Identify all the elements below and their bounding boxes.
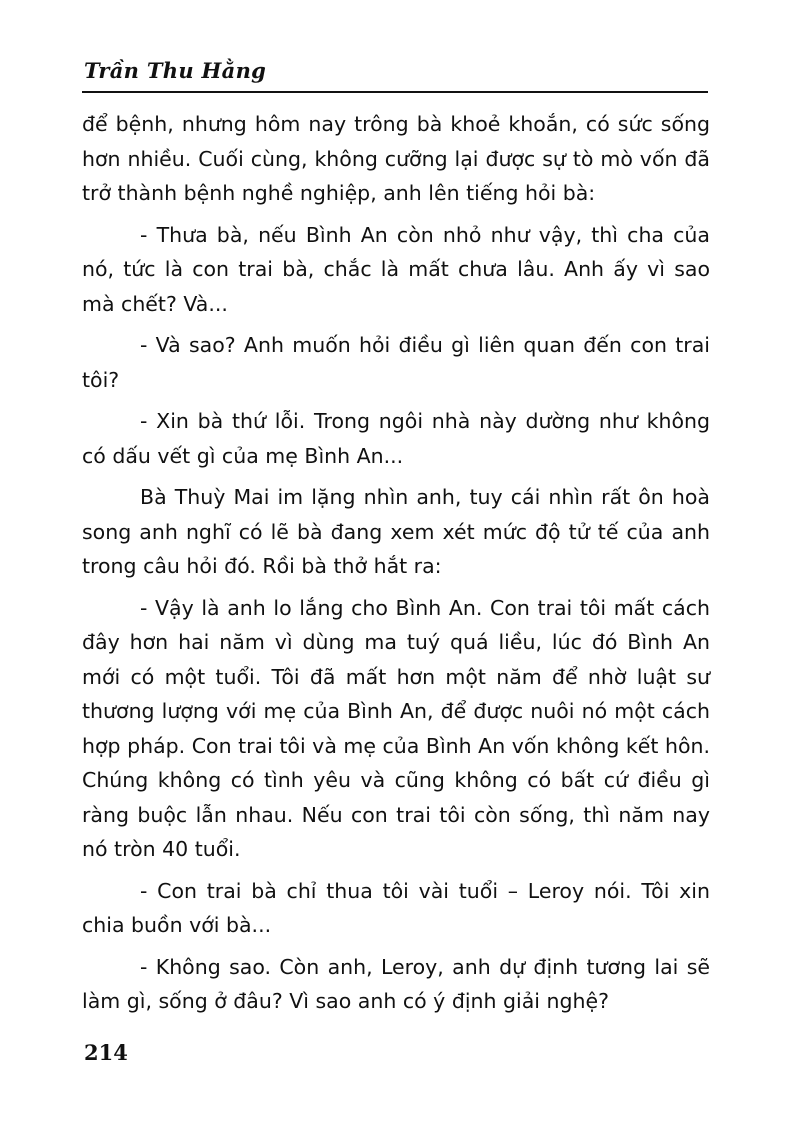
paragraph: - Thưa bà, nếu Bình An còn nhỏ như vậy, thì cha của nó, tức là con trai bà, chắc là mất chưa lâu. Anh ấy vì sao mà chết? Và... xyxy=(82,222,710,316)
paragraph: Bà Thuỳ Mai im lặng nhìn anh, tuy cái nhìn rất ôn hoà song anh nghĩ có lẽ bà đang xem xét mức độ tử tế của anh trong câu hỏi đó. Rồi bà thở hắt ra: xyxy=(82,485,710,578)
paragraph: để bệnh, nhưng hôm nay trông bà khoẻ khoắn, có sức sống hơn nhiều. Cuối cùng, không cưỡng lại được sự tò mò vốn đã trở thành bệnh nghề nghiệp, anh lên tiếng hỏi bà: xyxy=(82,112,710,205)
running-head-author: Trần Thu Hằng xyxy=(84,58,267,83)
paragraph: - Không sao. Còn anh, Leroy, anh dự định tương lai sẽ làm gì, sống ở đâu? Vì sao anh có ý định giải nghệ? xyxy=(82,954,710,1013)
paragraph: - Con trai bà chỉ thua tôi vài tuổi – Leroy nói. Tôi xin chia buồn với bà... xyxy=(82,878,710,937)
page-number: 214 xyxy=(84,1040,128,1065)
body-text xyxy=(82,107,710,1026)
paragraph: - Xin bà thứ lỗi. Trong ngôi nhà này dường như không có dấu vết gì của mẹ Bình An... xyxy=(82,409,710,468)
paragraph: - Vậy là anh lo lắng cho Bình An. Con trai tôi mất cách đây hơn hai năm vì dùng ma tuý quá liều, lúc đó Bình An mới có một tuổi. Tôi đã mất hơn một năm để nhờ luật sư thương lượng với mẹ của Bình An, để được nuôi nó một cách hợp pháp. Con trai tôi và mẹ của Bình An vốn không kết hôn. Chúng không có tình yêu và cũng không có bất cứ điều gì ràng buộc lẫn nhau. Nếu con trai tôi còn sống, thì năm nay nó tròn 40 tuổi. xyxy=(82,595,710,861)
paragraph: - Và sao? Anh muốn hỏi điều gì liên quan đến con trai tôi? xyxy=(82,333,710,392)
header-rule xyxy=(82,91,708,93)
